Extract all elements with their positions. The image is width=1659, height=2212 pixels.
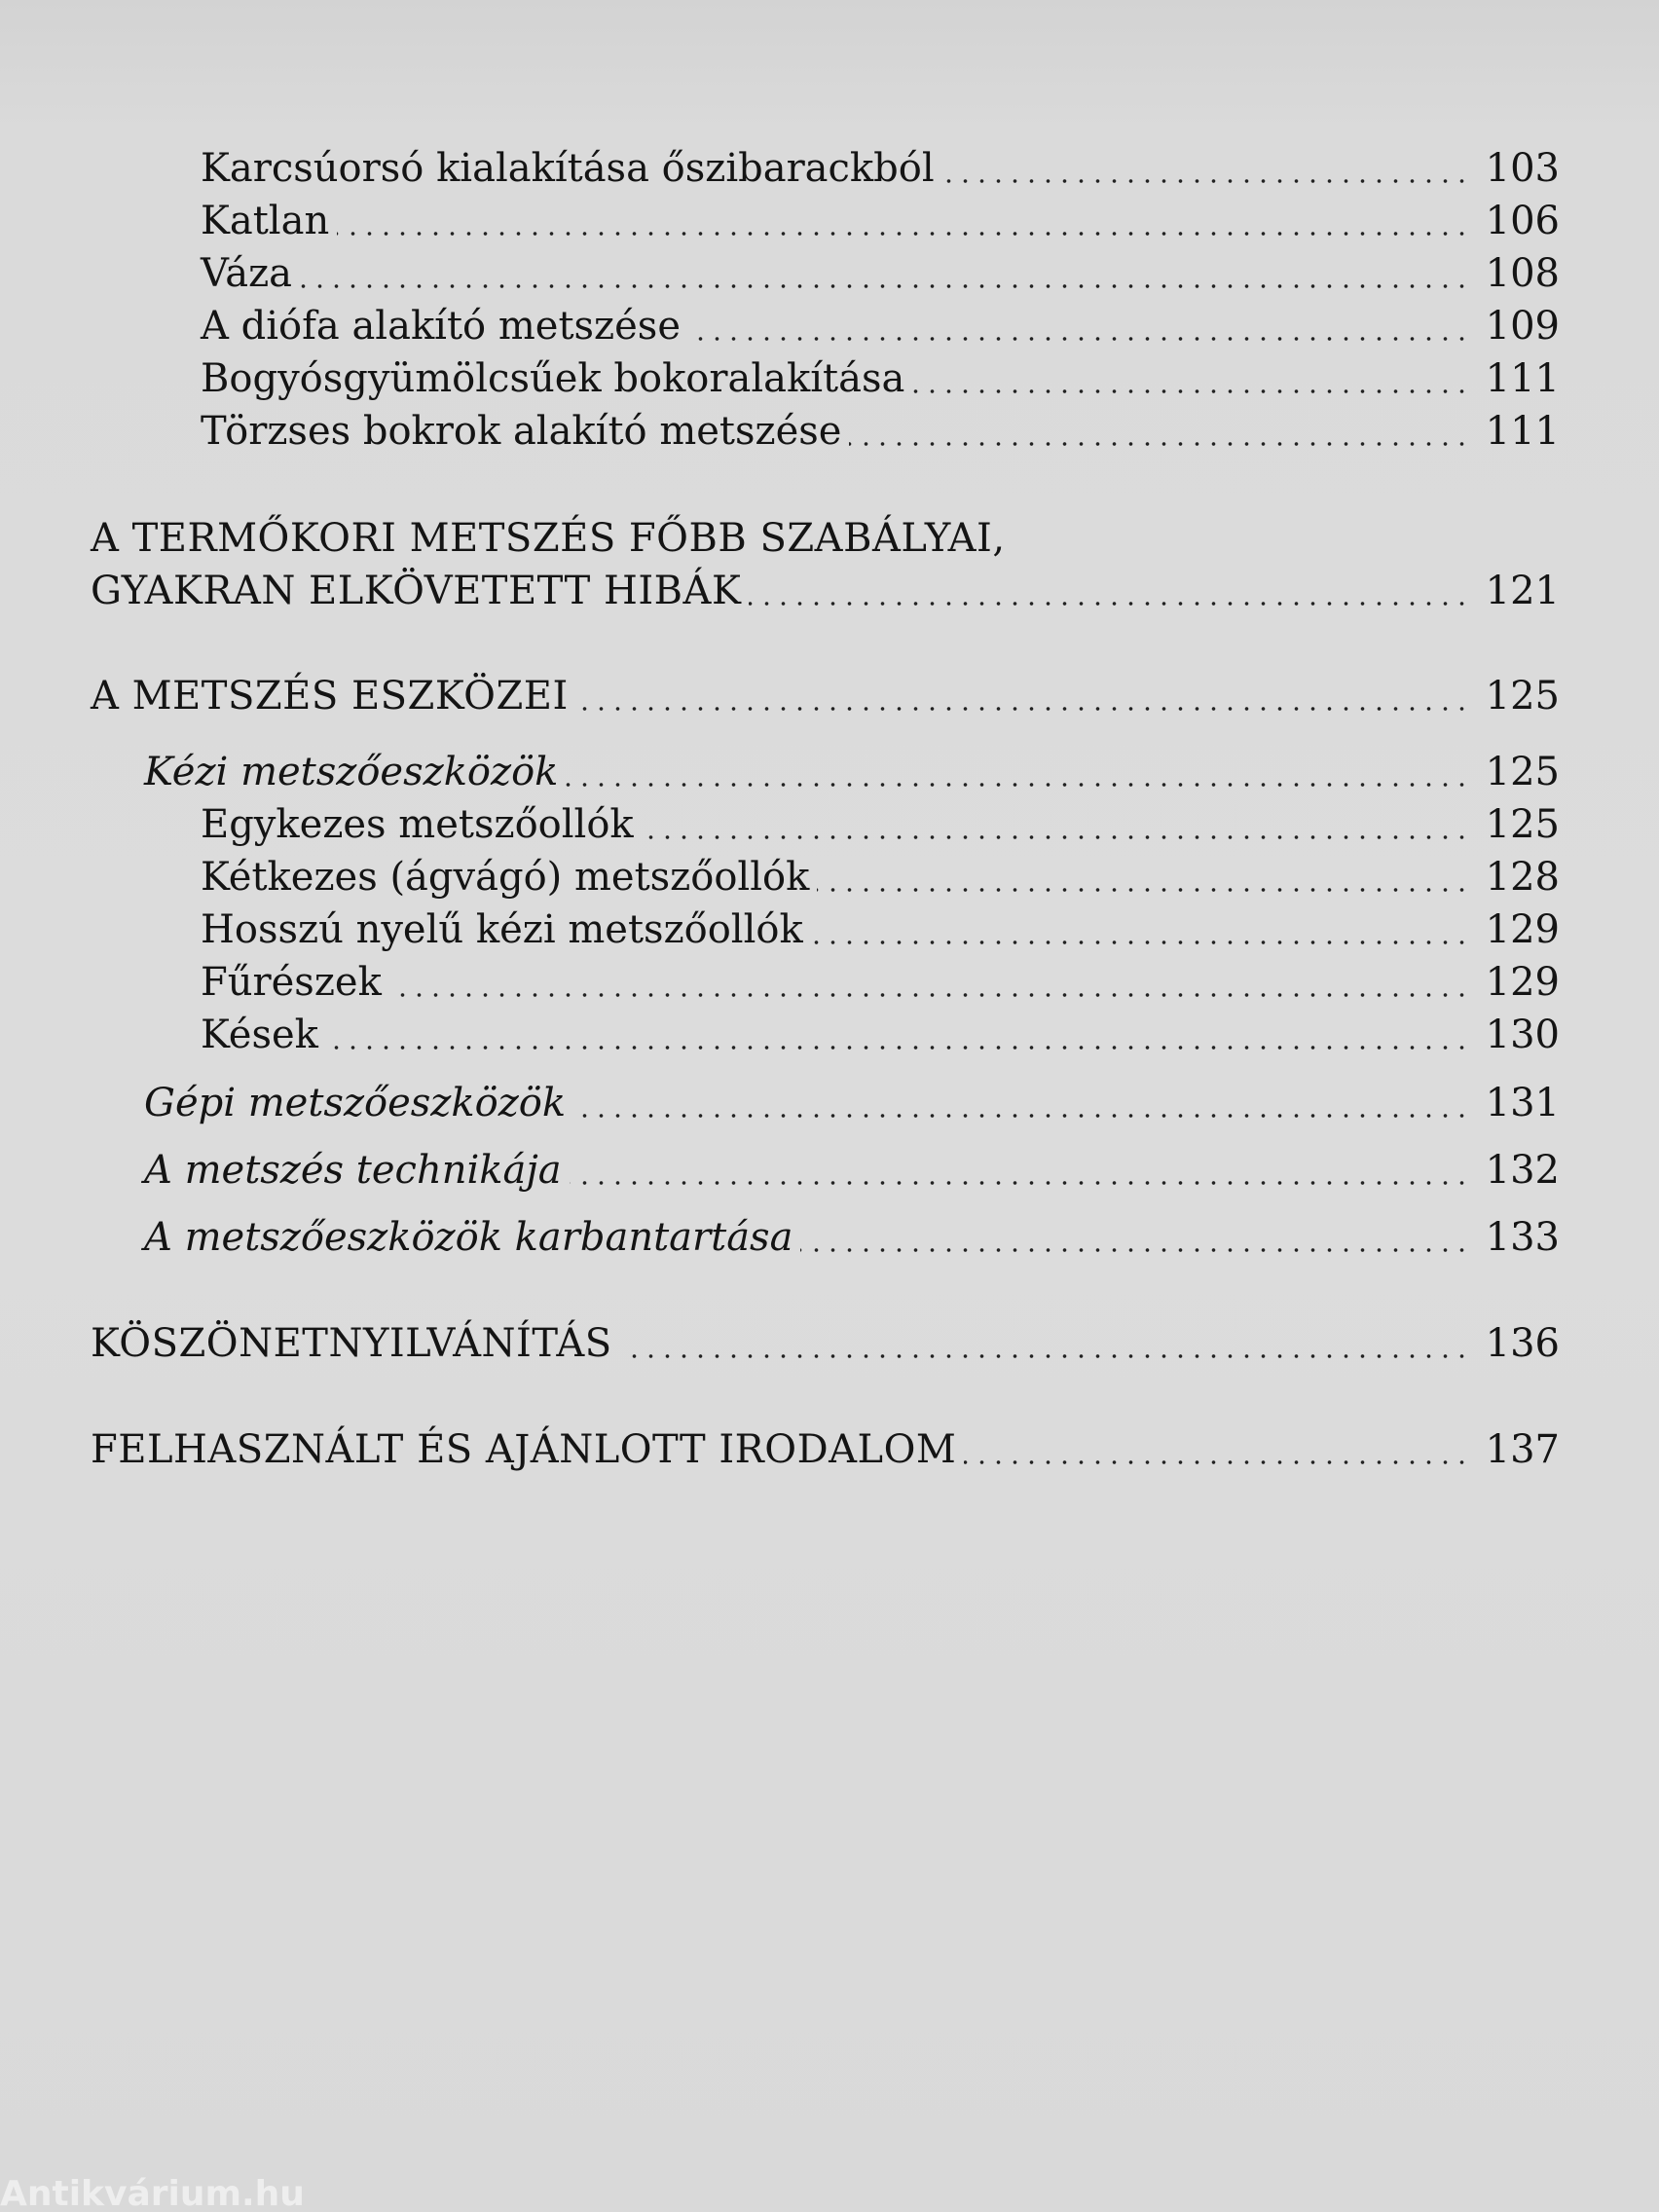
toc-entry-title: Karcsúorsó kialakítása őszibarackból (201, 146, 935, 191)
toc-entry (0, 139, 1659, 198)
toc-section-heading (0, 1314, 1659, 1373)
toc-entry-title: GYAKRAN ELKÖVETETT HIBÁK (91, 569, 742, 613)
toc-leader-dots (912, 350, 1470, 408)
toc-leader-dots (817, 848, 1470, 906)
toc-entry-title: Kézi metszőeszközök (144, 750, 559, 794)
toc-entry-page: 125 (1485, 750, 1560, 794)
toc-entry-page: 125 (1485, 674, 1560, 719)
toc-leader-dots (566, 743, 1470, 801)
toc-leader-dots (800, 1208, 1470, 1267)
toc-entry-title: Törzses bokrok alakító metszése (201, 409, 842, 454)
toc-entry-page: 136 (1485, 1321, 1560, 1366)
toc-section-heading (0, 562, 1659, 620)
toc-leader-dots (576, 667, 1470, 725)
toc-entry (0, 297, 1659, 355)
toc-entry-title: Egykezes metszőollók (201, 802, 634, 847)
toc-entry-title: A diófa alakító metszése (201, 304, 681, 349)
toc-entry-page: 106 (1485, 199, 1560, 243)
toc-entry-page: 109 (1485, 304, 1560, 349)
toc-entry-title: A METSZÉS ESZKÖZEI (91, 674, 569, 719)
toc-entry-title: FELHASZNÁLT ÉS AJÁNLOTT IRODALOM (91, 1427, 957, 1472)
toc-entry (0, 901, 1659, 959)
toc-entry (0, 192, 1659, 250)
toc-subsection (0, 743, 1659, 801)
toc-subsection (0, 1074, 1659, 1132)
toc-entry-title: Fűrészek (201, 960, 382, 1005)
toc-entry-page: 103 (1485, 146, 1560, 191)
toc-entry-page: 125 (1485, 802, 1560, 847)
toc-leader-dots (300, 244, 1470, 303)
toc-entry (0, 350, 1659, 408)
toc-leader-dots (573, 1074, 1470, 1132)
toc-leader-dots (570, 1141, 1470, 1199)
toc-entry (0, 795, 1659, 854)
toc-subsection (0, 1208, 1659, 1267)
toc-leader-dots (811, 901, 1470, 959)
toc-entry-page: 108 (1485, 251, 1560, 296)
toc-entry-title: A metszőeszközök karbantartása (144, 1215, 793, 1260)
toc-entry-page: 132 (1485, 1148, 1560, 1193)
toc-entry (0, 244, 1659, 303)
toc-entry-title: A TERMŐKORI METSZÉS FŐBB SZABÁLYAI, (91, 516, 1006, 561)
toc-entry-page: 130 (1485, 1013, 1560, 1057)
toc-entry-title: A metszés technikája (144, 1148, 562, 1193)
toc-leader-dots (749, 562, 1470, 620)
toc-entry (0, 402, 1659, 461)
toc-entry-page: 121 (1485, 569, 1560, 613)
toc-entry-page: 111 (1485, 356, 1560, 401)
toc-section-heading (0, 509, 1659, 568)
toc-subsection (0, 1141, 1659, 1199)
toc-entry (0, 953, 1659, 1012)
toc-entry-title: Gépi metszőeszközök (144, 1081, 567, 1125)
toc-entry-page: 133 (1485, 1215, 1560, 1260)
toc-entry-title: Bogyósgyümölcsűek bokoralakítása (201, 356, 905, 401)
toc-section-heading (0, 667, 1659, 725)
toc-leader-dots (964, 1420, 1470, 1479)
toc-entry-page: 137 (1485, 1427, 1560, 1472)
toc-leader-dots (942, 139, 1470, 198)
toc-entry-page: 129 (1485, 960, 1560, 1005)
toc-entry-page: 111 (1485, 409, 1560, 454)
toc-entry-page: 131 (1485, 1081, 1560, 1125)
toc-leader-dots (620, 1314, 1470, 1373)
toc-entry-page: 129 (1485, 907, 1560, 952)
toc-entry-title: KÖSZÖNETNYILVÁNÍTÁS (91, 1321, 612, 1366)
toc-leader-dots (389, 953, 1470, 1012)
toc-entry-title: Katlan (201, 199, 330, 243)
toc-section-heading (0, 1420, 1659, 1479)
toc-leader-dots (688, 297, 1470, 355)
toc-entry (0, 1006, 1659, 1064)
toc-entry-page: 128 (1485, 855, 1560, 900)
watermark: Antikvárium.hu (0, 2177, 305, 2212)
toc-leader-dots (337, 192, 1470, 250)
toc-entry-title: Hosszú nyelű kézi metszőollók (201, 907, 803, 952)
toc-leader-dots (642, 795, 1470, 854)
toc-entry-title: Kétkezes (ágvágó) metszőollók (201, 855, 810, 900)
toc-entry (0, 848, 1659, 906)
toc-leader-dots (849, 402, 1470, 461)
toc-entry-title: Kések (201, 1013, 318, 1057)
toc-entry-title: Váza (201, 251, 292, 296)
toc-leader-dots (326, 1006, 1470, 1064)
